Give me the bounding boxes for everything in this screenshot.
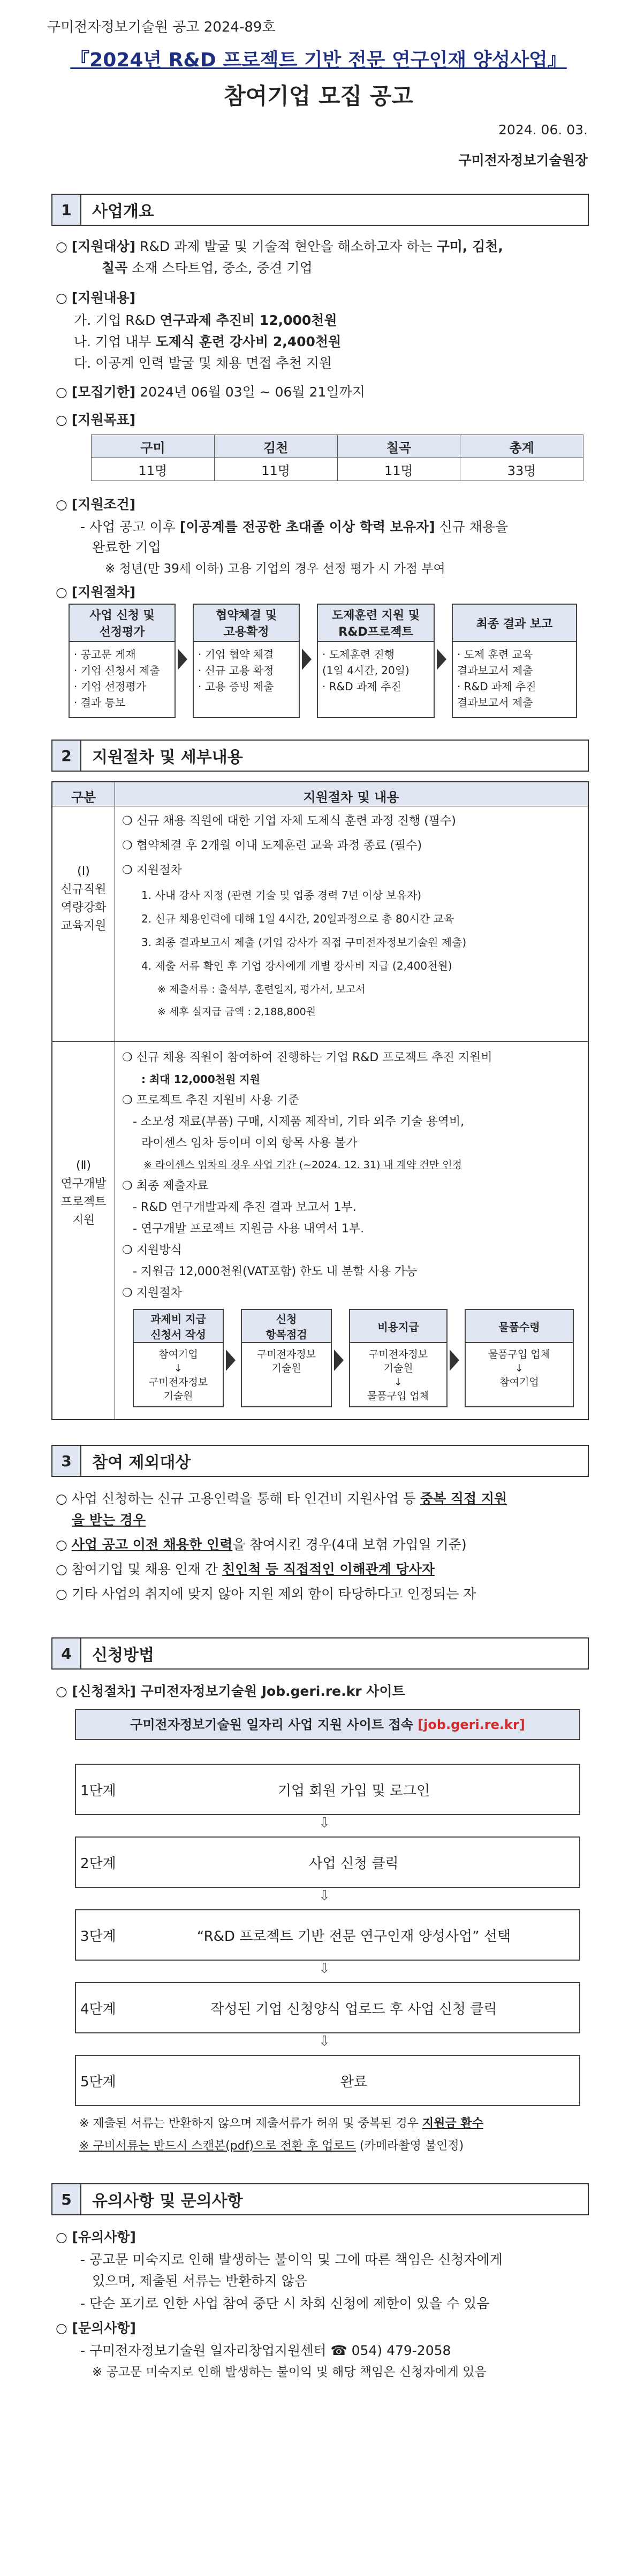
support-detail-table bbox=[51, 781, 589, 1420]
label: [지원내용] bbox=[71, 290, 136, 306]
condition-2: 완료한 기업 bbox=[92, 539, 161, 555]
section-number: 5 bbox=[52, 2184, 81, 2214]
head-line: 협약체결 및 bbox=[216, 609, 277, 622]
text: (카메라촬영 불인정) bbox=[356, 2139, 464, 2153]
step-text: 사업 신청 클릭 bbox=[309, 1855, 399, 1872]
step-label: 2단계 bbox=[80, 1855, 116, 1872]
arrow-down-icon: ⇩ bbox=[318, 1961, 330, 1977]
process-item: · 기업 선정평가 bbox=[74, 680, 146, 693]
step-line: 기술원 bbox=[163, 1390, 193, 1402]
step-3 bbox=[75, 1909, 580, 1961]
step-2 bbox=[75, 1836, 580, 1888]
process-item: (1일 4시간, 20일) bbox=[322, 664, 410, 677]
page-title: 참여기업 모집 공고 bbox=[224, 83, 413, 109]
process-box-head bbox=[453, 605, 576, 642]
inquiry-contact: - 구미전자정보기술원 일자리창업지원센터 ☎ 054) 479-2058 bbox=[80, 2343, 451, 2358]
label-line: 연구개발 bbox=[60, 1177, 107, 1191]
condition-label: ○ [지원조건] bbox=[56, 497, 136, 512]
program-title: 『2024년 R&D 프로젝트 기반 전문 연구인재 양성사업』 bbox=[70, 49, 567, 71]
step-line: ↓ bbox=[174, 1362, 183, 1374]
detail-line: : 최대 12,000천원 지원 bbox=[141, 1073, 260, 1086]
process-box-head bbox=[70, 605, 175, 642]
step-line: 구미전자정보 bbox=[256, 1348, 316, 1360]
label-line: 신규직원 bbox=[60, 883, 107, 896]
head-line: 신청서 작성 bbox=[150, 1328, 206, 1341]
step-line: 물품구입 업체 bbox=[488, 1348, 551, 1360]
section-2-header bbox=[51, 740, 589, 772]
notice-number: 구미전자정보기술원 공고 2024-89호 bbox=[47, 19, 276, 35]
section-title: 지원절차 및 세부내용 bbox=[92, 748, 243, 767]
step-line: ↓ bbox=[394, 1376, 403, 1388]
step-label: 1단계 bbox=[80, 1782, 116, 1799]
process-item: · 공고문 게재 bbox=[74, 648, 136, 661]
text: ※ 제출된 서류는 반환하지 않으며 제출서류가 허위 및 중복된 경우 bbox=[79, 2117, 422, 2130]
label: [지원조건] bbox=[71, 497, 136, 512]
detail-line: 4. 제출 서류 확인 후 기업 강사에게 개별 강사비 지급 (2,400천원) bbox=[141, 959, 452, 972]
head-line: R&D프로젝트 bbox=[338, 626, 413, 639]
target-line-2 bbox=[102, 259, 313, 277]
section-number: 4 bbox=[52, 1638, 81, 1668]
label: [지원절차] bbox=[71, 584, 136, 600]
label-line: 지원 bbox=[72, 1214, 95, 1227]
text-bold: 구미, 김천, bbox=[436, 239, 503, 254]
step-head bbox=[466, 1310, 573, 1343]
detail-line: 1. 사내 강사 지정 (관련 기술 및 업종 경력 7년 이상 보유자) bbox=[141, 889, 422, 902]
process-label: ○ [지원절차] bbox=[56, 584, 136, 600]
label: [유의사항] bbox=[72, 2229, 136, 2245]
table-cell: 11명 bbox=[92, 458, 215, 481]
exclusion-1b: 을 받는 경우 bbox=[72, 1512, 146, 1528]
step-head bbox=[134, 1310, 223, 1343]
table-header: 총계 bbox=[460, 435, 583, 458]
caution-1: - 공고문 미숙지로 인해 발생하는 불이익 및 그에 따른 책임은 신청자에게 bbox=[80, 2252, 503, 2267]
issuer: 구미전자정보기술원장 bbox=[458, 153, 588, 168]
payment-step-3 bbox=[349, 1309, 448, 1407]
head-line: 선정평가 bbox=[99, 626, 145, 639]
step-line: 참여기업 bbox=[158, 1348, 198, 1360]
row-2-label bbox=[52, 1157, 115, 1230]
process-item: · 고용 증빙 제출 bbox=[198, 680, 274, 693]
issue-date: 2024. 06. 03. bbox=[498, 122, 588, 138]
section-number: 3 bbox=[52, 1446, 81, 1476]
detail-line: - 지원금 12,000천원(VAT포함) 한도 내 분할 사용 가능 bbox=[133, 1265, 418, 1278]
process-item: 결과보고서 제출 bbox=[457, 664, 533, 677]
period-line: ○ [모집기한] 2024년 06월 03일 ~ 06월 21일까지 bbox=[56, 384, 365, 400]
detail-line: ❍ 지원절차 bbox=[122, 864, 182, 877]
head-line: 신청 bbox=[276, 1313, 297, 1325]
text: 소재 스타트업, 중소, 중견 기업 bbox=[127, 260, 313, 276]
step-head bbox=[242, 1310, 331, 1343]
process-box-2 bbox=[193, 604, 300, 718]
label: [모집기한] bbox=[71, 384, 136, 400]
step-text: 기업 회원 가입 및 로그인 bbox=[277, 1782, 430, 1799]
exclusion-2: ○ 사업 공고 이전 채용한 인력을 참여시킨 경우(4대 보험 가입일 기준) bbox=[56, 1537, 467, 1552]
table-cell: 11명 bbox=[337, 458, 460, 481]
text: - 사업 공고 이후 bbox=[80, 519, 180, 535]
detail-line: 3. 최종 결과보고서 제출 (기업 강사가 직접 구미전자정보기술원 제출) bbox=[141, 936, 467, 949]
text: [신청절차] 구미전자정보기술원 Job.geri.re.kr 사이트 bbox=[72, 1683, 405, 1699]
title-block bbox=[32, 45, 605, 111]
process-box-body bbox=[194, 642, 299, 699]
label: [문의사항] bbox=[72, 2320, 136, 2336]
process-box-body bbox=[70, 642, 175, 715]
detail-line: ❍ 프로젝트 추진 지원비 사용 기준 bbox=[122, 1094, 299, 1107]
row-1-label bbox=[52, 863, 115, 935]
head-line: 과제비 지급 bbox=[150, 1313, 206, 1325]
arrow-right-icon bbox=[334, 1350, 344, 1371]
step-line: 기술원 bbox=[271, 1362, 301, 1374]
detail-line: - 연구개발 프로젝트 지원금 사용 내역서 1부. bbox=[133, 1222, 365, 1236]
step-5 bbox=[75, 2055, 580, 2106]
step-label: 4단계 bbox=[80, 2001, 116, 2017]
text: R&D 과제 발굴 및 기술적 현안을 해소하고자 하는 bbox=[135, 239, 437, 254]
process-box-1 bbox=[69, 604, 176, 718]
inquiry-label: ○ [문의사항] bbox=[56, 2320, 136, 2336]
process-item: · 기업 협약 체결 bbox=[198, 648, 274, 661]
arrow-down-icon: ⇩ bbox=[318, 2033, 330, 2049]
table-header: 지원절차 및 내용 bbox=[303, 790, 399, 805]
text: ※ 구비서류는 반드시 스캔본(pdf)으로 전환 후 업로드 bbox=[79, 2139, 357, 2153]
arrow-down-icon: ⇩ bbox=[318, 1815, 330, 1831]
head-line: 항목점검 bbox=[266, 1328, 307, 1341]
arrow-down-icon: ⇩ bbox=[318, 1888, 330, 1904]
table-header-row bbox=[52, 782, 588, 806]
caution-1b: 있으며, 제출된 서류는 반환하지 않음 bbox=[92, 2273, 307, 2289]
process-item: · 기업 신청서 제출 bbox=[74, 664, 160, 677]
detail-line: 2. 신규 채용인력에 대해 1일 4시간, 20일과정으로 총 80시간 교육 bbox=[141, 912, 454, 925]
process-item: · 도제 훈련 교육 bbox=[457, 648, 533, 661]
site-link[interactable]: [job.geri.re.kr] bbox=[418, 1717, 525, 1732]
step-body bbox=[466, 1343, 573, 1389]
head-line: 고용확정 bbox=[223, 626, 269, 639]
process-box-body bbox=[453, 642, 576, 715]
payment-step-1 bbox=[133, 1309, 224, 1407]
label-line: (Ⅰ) bbox=[77, 865, 90, 878]
row-divider bbox=[52, 1041, 588, 1042]
goal-label: ○ [지원목표] bbox=[56, 412, 136, 428]
detail-line: ❍ 신규 채용 직원에 대한 기업 자체 도제식 훈련 과정 진행 (필수) bbox=[122, 814, 456, 828]
process-box-head bbox=[318, 605, 434, 642]
process-item: · R&D 과제 추진 bbox=[457, 680, 536, 693]
text: 구미전자정보기술원 일자리 사업 지원 사이트 접속 bbox=[130, 1717, 418, 1732]
process-box-head bbox=[194, 605, 299, 642]
step-line: 기술원 bbox=[383, 1362, 413, 1374]
section-4-header bbox=[51, 1637, 589, 1670]
payment-step-4 bbox=[465, 1309, 574, 1407]
detail-line: ❍ 지원방식 bbox=[122, 1244, 182, 1257]
label-line: 역량강화 bbox=[60, 901, 107, 914]
detail-line: ※ 세후 실지급 금액 : 2,188,800원 bbox=[157, 1006, 316, 1018]
label-line: 교육지원 bbox=[60, 919, 107, 933]
step-body bbox=[350, 1343, 446, 1403]
table-header: 구미 bbox=[92, 435, 215, 458]
table-header: 칠곡 bbox=[337, 435, 460, 458]
exclusion-1: ○ 사업 신청하는 신규 고용인력을 통해 타 인건비 지원사업 등 중복 직접 지원 bbox=[56, 1491, 507, 1506]
label-line: (Ⅱ) bbox=[76, 1159, 91, 1172]
section-1-header bbox=[51, 194, 589, 226]
detail-line: ※ 라이센스 임차의 경우 사업 기간 (~2024. 12. 31) 내 계약 건만 인정 bbox=[143, 1159, 462, 1171]
exclusion-4: ○ 기타 사업의 취지에 맞지 않아 지원 제외 함이 타당하다고 인정되는 자 bbox=[56, 1586, 476, 1602]
content-item-3: 다. 이공계 인력 발굴 및 채용 면접 추천 지원 bbox=[74, 355, 332, 371]
process-item: 결과보고서 제출 bbox=[457, 696, 533, 709]
step-label: 5단계 bbox=[80, 2074, 116, 2090]
text-bold: 사업 공고 이전 채용한 인력 bbox=[71, 1537, 233, 1552]
process-item: · R&D 과제 추진 bbox=[322, 680, 401, 693]
content-item-1 bbox=[74, 311, 337, 330]
section-3-header bbox=[51, 1445, 589, 1477]
text-bold: 지원금 환수 bbox=[422, 2117, 483, 2130]
exclusion-3: ○ 참여기업 및 채용 인재 간 친인척 등 직접적인 이해관계 당사자 bbox=[56, 1561, 435, 1577]
text: 2024년 06월 03일 ~ 06월 21일까지 bbox=[135, 384, 365, 400]
step-text: “R&D 프로젝트 기반 전문 연구인재 양성사업” 선택 bbox=[196, 1928, 511, 1945]
process-item: · 결과 통보 bbox=[74, 696, 126, 709]
process-item: · 도제훈련 진행 bbox=[322, 648, 395, 661]
text-bold: 도제식 훈련 강사비 2,400천원 bbox=[155, 334, 342, 349]
arrow-right-icon bbox=[302, 649, 312, 670]
step-head bbox=[350, 1310, 446, 1343]
head-line: 사업 신청 및 bbox=[89, 609, 155, 622]
detail-line: - R&D 연구개발과제 추진 결과 보고서 1부. bbox=[133, 1201, 357, 1214]
step-line: 물품구입 업체 bbox=[367, 1390, 430, 1402]
text: 기타 사업의 취지에 맞지 않아 지원 제외 함이 타당하다고 인정되는 자 bbox=[71, 1586, 476, 1602]
arrow-right-icon bbox=[226, 1350, 236, 1371]
text-bold: [이공계를 전공한 초대졸 이상 학력 보유자] bbox=[179, 519, 435, 535]
content-label: ○ [지원내용] bbox=[56, 290, 136, 306]
site-banner bbox=[75, 1709, 580, 1740]
head-line: 비용지급 bbox=[377, 1320, 419, 1333]
text: 을 참여시킨 경우(4대 보험 가입일 기준) bbox=[232, 1537, 467, 1552]
note-1 bbox=[79, 2115, 483, 2133]
text: 사업 신청하는 신규 고용인력을 통해 타 인건비 지원사업 등 bbox=[71, 1491, 420, 1506]
table-header: 김천 bbox=[214, 435, 337, 458]
text: 나. 기업 내부 bbox=[74, 334, 156, 349]
arrow-right-icon bbox=[178, 649, 187, 670]
text-bold: 칠곡 bbox=[102, 260, 128, 276]
step-line: 구미전자정보 bbox=[368, 1348, 428, 1360]
detail-line: ※ 제출서류 : 출석부, 훈련일지, 평가서, 보고서 bbox=[157, 984, 366, 995]
detail-line: - 소모성 재료(부품) 구매, 시제품 제작비, 기타 외주 기술 용역비, bbox=[133, 1115, 465, 1129]
section-title: 참여 제외대상 bbox=[92, 1453, 191, 1472]
text-bold: 중복 직접 지원 bbox=[420, 1491, 507, 1506]
section-title: 사업개요 bbox=[92, 202, 154, 221]
process-box-4 bbox=[452, 604, 577, 718]
section-number: 2 bbox=[52, 741, 81, 771]
text: 신규 채용을 bbox=[435, 519, 509, 535]
goal-table bbox=[91, 435, 583, 481]
arrow-right-icon bbox=[437, 649, 446, 670]
text: 가. 기업 R&D bbox=[74, 313, 160, 328]
step-4 bbox=[75, 1982, 580, 2033]
process-item: · 신규 고용 확정 bbox=[198, 664, 274, 677]
process-box-body bbox=[318, 642, 434, 699]
step-label: 3단계 bbox=[80, 1928, 116, 1945]
step-line: 구미전자정보 bbox=[148, 1376, 208, 1388]
section-title: 신청방법 bbox=[92, 1646, 154, 1665]
step-text: 완료 bbox=[340, 2074, 368, 2090]
table-cell: 33명 bbox=[460, 458, 583, 481]
step-1 bbox=[75, 1764, 580, 1815]
step-text: 작성된 기업 신청양식 업로드 후 사업 신청 클릭 bbox=[210, 2001, 497, 2017]
section-5-header bbox=[51, 2183, 589, 2215]
target-line: ○ [지원대상] R&D 과제 발굴 및 기술적 현안을 해소하고자 하는 구미, 김천, bbox=[56, 239, 503, 254]
caution-label: ○ [유의사항] bbox=[56, 2229, 136, 2245]
arrow-right-icon bbox=[450, 1350, 459, 1371]
process-box-3 bbox=[317, 604, 435, 718]
text: 참여기업 및 채용 인재 간 bbox=[71, 1561, 223, 1577]
condition-3: ※ 청년(만 39세 이하) 고용 기업의 경우 선정 평가 시 가점 부여 bbox=[105, 562, 445, 576]
step-line: 참여기업 bbox=[499, 1376, 539, 1388]
note-2 bbox=[79, 2137, 464, 2155]
table-cell: 11명 bbox=[214, 458, 337, 481]
payment-step-2 bbox=[241, 1309, 332, 1407]
label-line: 프로젝트 bbox=[60, 1195, 107, 1209]
head-line: 도제훈련 지원 및 bbox=[331, 609, 420, 622]
head-line: 물품수령 bbox=[498, 1320, 540, 1333]
step-body bbox=[242, 1343, 331, 1375]
content-item-2 bbox=[74, 333, 341, 351]
table-header: 구분 bbox=[71, 790, 96, 805]
section-number: 1 bbox=[52, 195, 81, 225]
label: [지원대상] bbox=[71, 239, 136, 254]
text-bold: 친인척 등 직접적인 이해관계 당사자 bbox=[222, 1561, 435, 1577]
apply-procedure: ○ [신청절차] 구미전자정보기술원 Job.geri.re.kr 사이트 bbox=[56, 1683, 405, 1699]
detail-line: ❍ 지원절차 bbox=[122, 1286, 182, 1300]
detail-line: ❍ 최종 제출자료 bbox=[122, 1179, 209, 1193]
label: [지원목표] bbox=[71, 412, 136, 428]
step-body bbox=[134, 1343, 223, 1403]
section-title: 유의사항 및 문의사항 bbox=[92, 2192, 243, 2211]
text-bold: 연구과제 추진비 12,000천원 bbox=[160, 313, 337, 328]
step-line: ↓ bbox=[515, 1362, 524, 1374]
inquiry-note: ※ 공고문 미숙지로 인해 발생하는 불이익 및 해당 책임은 신청자에게 있음 bbox=[92, 2365, 487, 2379]
condition-1 bbox=[80, 518, 508, 536]
detail-line: ❍ 협약체결 후 2개월 이내 도제훈련 교육 과정 종료 (필수) bbox=[122, 839, 422, 852]
detail-line: ❍ 신규 채용 직원이 참여하여 진행하는 기업 R&D 프로젝트 추진 지원비 bbox=[122, 1051, 492, 1064]
caution-2: - 단순 포기로 인한 사업 참여 중단 시 차회 신청에 제한이 있을 수 있음 bbox=[80, 2296, 490, 2311]
head-line: 최종 결과 보고 bbox=[476, 617, 553, 631]
detail-line: 라이센스 임차 등이며 이외 항목 사용 불가 bbox=[141, 1137, 358, 1150]
